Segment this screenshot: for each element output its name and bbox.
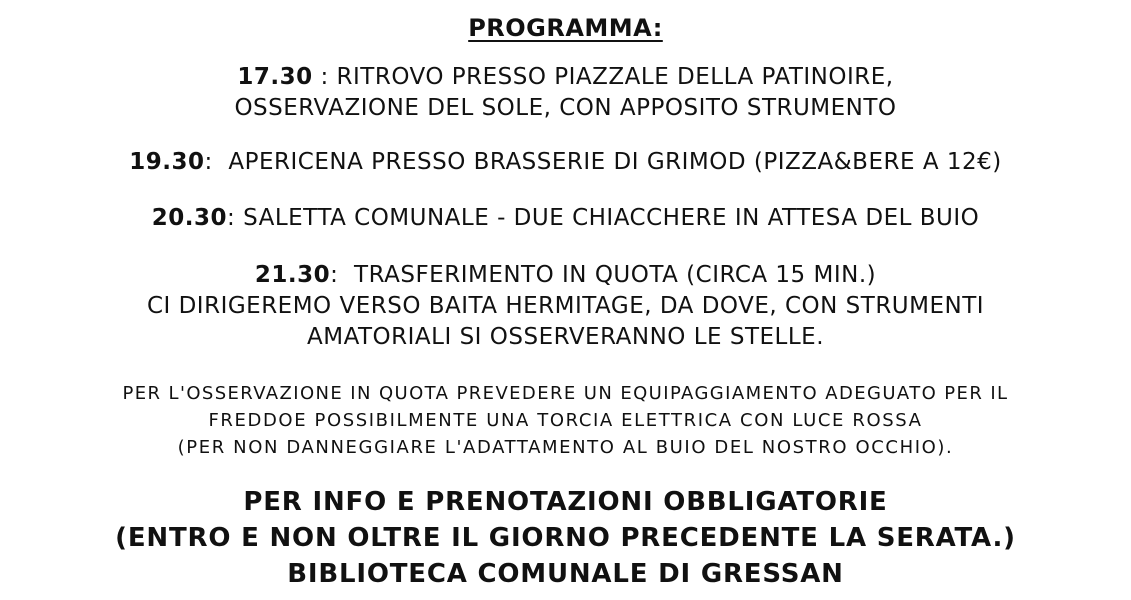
schedule-text: RITROVO PRESSO PIAZZALE DELLA PATINOIRE, [336, 64, 894, 90]
schedule-separator: : [227, 205, 244, 231]
schedule-text: AMATORIALI SI OSSERVERANNO LE STELLE. [306, 324, 825, 350]
note-line: (PER NON DANNEGGIARE L'ADATTAMENTO AL BUIO DEL NOSTRO OCCHIO). [177, 437, 954, 458]
schedule-text: APERICENA PRESSO BRASSERIE DI GRIMOD (PIZZA&BERE A 12€) [228, 149, 1002, 175]
schedule-line [0, 62, 1131, 93]
schedule-text: SALETTA COMUNALE - DUE CHIACCHERE IN ATTESA DEL BUIO [243, 205, 980, 231]
schedule-item-2130 [0, 260, 1131, 353]
schedule-text: OSSERVAZIONE DEL SOLE, CON APPOSITO STRUMENTO [234, 95, 897, 121]
booking-info [0, 484, 1131, 592]
schedule-item-2030 [0, 203, 1131, 234]
schedule-item-1930 [0, 147, 1131, 178]
schedule-text: TRASFERIMENTO IN QUOTA (CIRCA 15 MIN.) [354, 262, 877, 288]
schedule-line [0, 260, 1131, 291]
schedule-text: CI DIRIGEREMO VERSO BAITA HERMITAGE, DA DOVE, CON STRUMENTI [146, 293, 985, 319]
footer-line: (ENTRO E NON OLTRE IL GIORNO PRECEDENTE LA SERATA.) [115, 523, 1016, 553]
schedule-separator: : [312, 64, 337, 90]
schedule-time: 19.30 [129, 149, 205, 175]
schedule-time: 21.30 [254, 262, 331, 288]
schedule-separator: : [204, 149, 229, 175]
program-title: PROGRAMMA: [468, 14, 663, 42]
equipment-note [0, 380, 1131, 461]
footer-line: BIBLIOTECA COMUNALE DI GRESSAN [287, 559, 844, 589]
schedule-time: 17.30 [237, 64, 313, 90]
note-line: FREDDOE POSSIBILMENTE UNA TORCIA ELETTRICA CON LUCE ROSSA [208, 410, 923, 431]
schedule-line [0, 203, 1131, 234]
note-line: PER L'OSSERVAZIONE IN QUOTA PREVEDERE UN EQUIPAGGIAMENTO ADEGUATO PER IL [122, 383, 1009, 404]
schedule-line [0, 147, 1131, 178]
footer-line: PER INFO E PRENOTAZIONI OBBLIGATORIE [243, 487, 888, 517]
schedule-time: 20.30 [151, 205, 228, 231]
schedule-item-1730 [0, 62, 1131, 124]
schedule-separator: : [330, 262, 355, 288]
